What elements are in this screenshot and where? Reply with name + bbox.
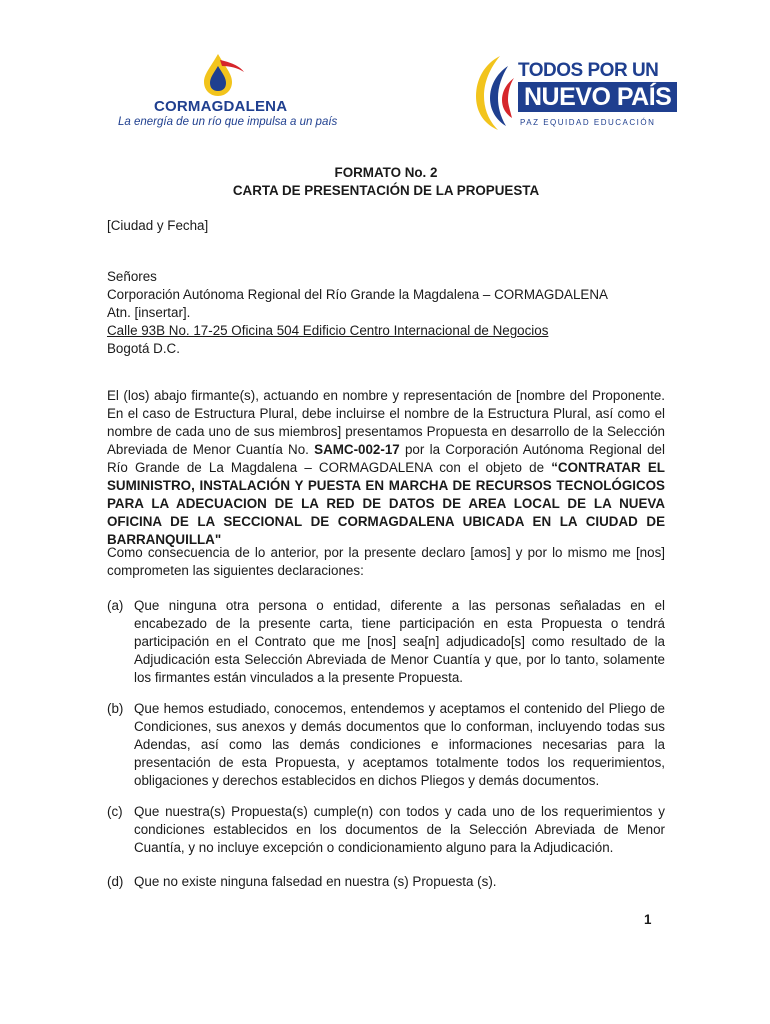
- slogan-line-3: PAZ EQUIDAD EDUCACIÓN: [520, 118, 656, 127]
- item-marker: (c): [107, 804, 123, 819]
- recipient-name: Corporación Autónoma Regional del Río Grande la Magdalena – CORMAGDALENA: [107, 287, 608, 302]
- item-marker: (a): [107, 598, 124, 613]
- contract-object: “CONTRATAR EL SUMINISTRO, INSTALACIÓN Y PUESTA EN MARCHA DE RECURSOS TECNOLÓGICOS PARA LA ADECUACION DE LA RED DE DATOS DE AREA LOCAL DE LA NUEVA OFICINA DE LA SECCIONAL DE CORMAGDALENA UBICADA EN LA CIUDAD DE BARRANQUILLA": [107, 460, 665, 547]
- page-number: 1: [644, 912, 652, 927]
- letter-title: CARTA DE PRESENTACIÓN DE LA PROPUESTA: [232, 183, 540, 198]
- recipient-attention: Atn. [insertar].: [107, 305, 191, 320]
- recipient-address: Calle 93B No. 17-25 Oficina 504 Edificio Centro Internacional de Negocios: [107, 323, 549, 338]
- consequence-paragraph: Como consecuencia de lo anterior, por la presente declaro [amos] y por lo mismo me [nos] comprometen las siguientes declaraciones:: [107, 545, 665, 578]
- cormagdalena-brand: CORMAGDALENA: [154, 98, 288, 115]
- slogan-line-2: NUEVO PAÍS: [518, 82, 677, 112]
- intro-text-1: El (los) abajo firmante(s), actuando en nombre y representación de [nombre del Proponente. En el caso de Estructura Plural, debe incluirse el nombre de la Estructura Plural, así como el nombre de cada uno de sus miembros] presentamos Propuesta en desarrollo de la Selección Abreviada de Menor Cuantía No.: [107, 388, 665, 457]
- slogan-line-1: TODOS POR UN: [518, 60, 659, 81]
- item-text: Que no existe ninguna falsedad en nuestra (s) Propuesta (s).: [134, 874, 497, 889]
- item-marker: (d): [107, 874, 124, 889]
- intro-paragraph: [107, 387, 665, 549]
- format-title: FORMATO No. 2: [334, 165, 438, 180]
- cormagdalena-tagline: La energía de un río que impulsa a un país: [118, 116, 338, 128]
- item-text: Que nuestra(s) Propuesta(s) cumple(n) con todos y cada uno de los requerimientos y condiciones establecidos en los documentos de la Selección Abreviada de Menor Cuantía, y no incluye excepción o condicionamiento alguno para la Adjudicación.: [134, 804, 665, 855]
- process-code: SAMC-002-17: [314, 442, 400, 457]
- city-date: [Ciudad y Fecha]: [107, 218, 209, 233]
- water-drop-logo-icon: [196, 52, 246, 98]
- recipient-city: Bogotá D.C.: [107, 341, 180, 356]
- recipient-greeting: Señores: [107, 269, 157, 284]
- item-marker: (b): [107, 701, 124, 716]
- todos-por-un-nuevo-pais-logo: [470, 52, 670, 136]
- cormagdalena-logo: [118, 52, 338, 132]
- tricolor-swoosh-icon: [470, 52, 516, 132]
- intro-text-2: por la Corporación Autónoma Regional del Río Grande de La Magdalena – CORMAGDALENA con el objeto de: [107, 442, 665, 475]
- item-text: Que ninguna otra persona o entidad, diferente a las personas señaladas en el encabezado de la presente carta, tiene participación en esta Propuesta o tendrá participación en el Contrato que me [nos] sea[n] adjudicado[s] como resultado de la Adjudicación esta Selección Abreviada de Menor Cuantía y que, por lo tanto, solamente los firmantes están vinculados a la presente Propuesta.: [134, 598, 665, 685]
- item-text: Que hemos estudiado, conocemos, entendemos y aceptamos el contenido del Pliego de Condiciones, sus anexos y demás documentos que lo conforman, incluyendo todas sus Adendas, así como las demás condiciones e informaciones necesarias para la presentación de esta Propuesta, y aceptamos totalmente todos los requerimientos, obligaciones y derechos establecidos en dichos Pliegos y demás documentos.: [134, 701, 665, 788]
